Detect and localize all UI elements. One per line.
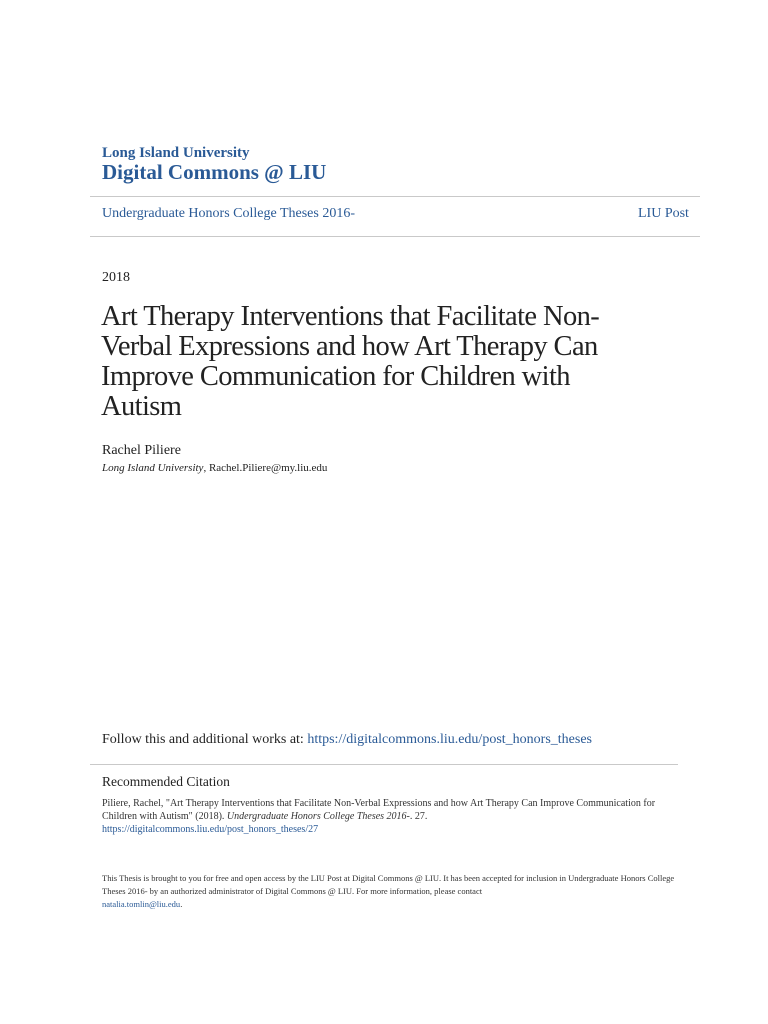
author-name: Rachel Piliere (102, 443, 181, 458)
access-notice-text: This Thesis is brought to you for free and open access by the LIU Post at Digital Commons @ LIU. It has been accepted for inclusion in Undergraduate Honors College Theses 2016- by an authorized administrator of Digital Commons @ LIU. For more information, please contact (102, 873, 675, 896)
follow-label: Follow this and additional works at: (102, 732, 304, 747)
affiliation-name: Long Island University (102, 462, 204, 474)
citation-number: . 27. (409, 811, 428, 822)
citation-series: Undergraduate Honors College Theses 2016- (226, 811, 410, 822)
top-divider (90, 196, 700, 197)
citation-heading: Recommended Citation (102, 774, 230, 789)
follow-url-link[interactable]: https://digitalcommons.liu.edu/post_honors_theses (307, 732, 592, 747)
publication-year: 2018 (102, 270, 130, 285)
university-name: Long Island University (102, 145, 250, 161)
access-notice-end: . (180, 899, 183, 909)
access-notice (102, 872, 682, 911)
repository-name-link[interactable]: Digital Commons @ LIU (102, 160, 327, 184)
affiliation-separator: , (203, 462, 207, 474)
nav-divider (90, 236, 700, 237)
author-affiliation (102, 462, 327, 474)
follow-line (102, 732, 592, 748)
campus-link[interactable]: LIU Post (638, 206, 689, 221)
contact-email-link[interactable]: natalia.tomlin@liu.edu (102, 899, 181, 909)
paper-title: Art Therapy Interventions that Facilitate Non-Verbal Expressions and how Art Therapy Can Improve Communication for Children with Autism (101, 301, 600, 422)
collection-link[interactable]: Undergraduate Honors College Theses 2016- (102, 206, 355, 221)
citation-body (102, 797, 682, 836)
citation-text: Piliere, Rachel, "Art Therapy Interventions that Facilitate Non-Verbal Expressions and how Art Therapy Can Improve Communication for Children with Autism" (2018). (102, 798, 656, 822)
citation-url-link[interactable]: https://digitalcommons.liu.edu/post_honors_theses/27 (102, 824, 319, 835)
author-email: Rachel.Piliere@my.liu.edu (208, 462, 328, 474)
citation-divider (90, 764, 678, 765)
